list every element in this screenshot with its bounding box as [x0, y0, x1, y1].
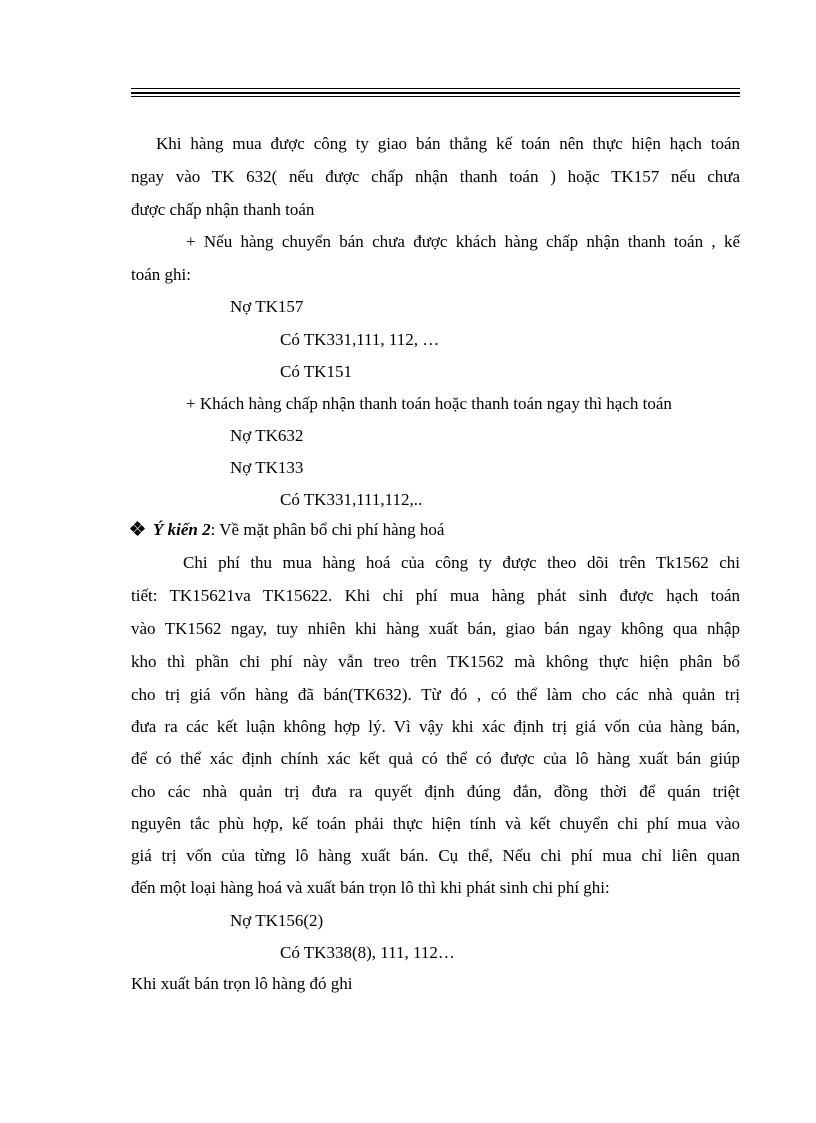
- text-line: + Nếu hàng chuyển bán chưa được khách hàng chấp nhận thanh toán , kế: [186, 232, 740, 251]
- opinion-label: Ý kiến 2: [153, 520, 211, 539]
- text-line: giá trị vốn của từng lô hàng xuất bán. Cụ thể, Nếu chi phí mua chỉ liên quan: [131, 846, 740, 865]
- text-line: vào TK1562 ngay, tuy nhiên khi hàng xuất bán, giao bán ngay không qua nhập: [131, 619, 740, 638]
- header-rule-line: [131, 96, 740, 97]
- text-line: nguyên tắc phù hợp, kế toán phải thực hiện tính và kết chuyển chi phí mua vào: [131, 814, 740, 833]
- text-line: cho trị giá vốn hàng đã bán(TK632). Từ đó , có thể làm cho các nhà quản trị: [131, 685, 740, 704]
- text-line: đến một loại hàng hoá và xuất bán trọn lô thì khi phát sinh chi phí ghi:: [131, 878, 610, 897]
- text-line: ngay vào TK 632( nếu được chấp nhận thanh toán ) hoặc TK157 nếu chưa: [131, 167, 740, 186]
- journal-entry: Nợ TK157: [230, 297, 304, 316]
- diamond-bullet-icon: [131, 522, 145, 536]
- text-line: + Khách hàng chấp nhận thanh toán hoặc thanh toán ngay thì hạch toán: [186, 394, 672, 413]
- text-line: kho thì phần chi phí này vẫn treo trên TK1562 mà không thực hiện phân bổ: [131, 652, 740, 671]
- journal-entry: Có TK331,111,112,..: [280, 490, 423, 509]
- text-line: Chi phí thu mua hàng hoá của công ty được theo dõi trên Tk1562 chi: [183, 553, 740, 572]
- opinion-heading: [131, 519, 444, 543]
- text-line: cho các nhà quản trị đưa ra quyết định đúng đắn, đồng thời để quán triệt: [131, 782, 740, 801]
- text-line: tiết: TK15621va TK15622. Khi chi phí mua hàng phát sinh được hạch toán: [131, 586, 740, 605]
- header-rule-line: [131, 92, 740, 94]
- journal-entry: Nợ TK156(2): [230, 911, 324, 930]
- opinion-title: : Về mặt phân bổ chi phí hàng hoá: [210, 520, 445, 539]
- journal-entry: Nợ TK133: [230, 458, 304, 477]
- text-line: Khi xuất bán trọn lô hàng đó ghi: [131, 974, 353, 993]
- header-rule-line: [131, 88, 740, 89]
- text-line: toán ghi:: [131, 265, 191, 284]
- text-line: đưa ra các kết luận không hợp lý. Vì vậy khi xác định trị giá vốn của hàng bán,: [131, 717, 740, 736]
- text-line: Khi hàng mua được công ty giao bán thẳng kế toán nên thực hiện hạch toán: [156, 134, 740, 153]
- text-line: để có thể xác định chính xác kết quả có thể có được của lô hàng xuất bán giúp: [131, 749, 740, 768]
- journal-entry: Có TK151: [280, 362, 352, 381]
- journal-entry: Có TK331,111, 112, …: [280, 330, 440, 349]
- journal-entry: Nợ TK632: [230, 426, 304, 445]
- text-line: được chấp nhận thanh toán: [131, 200, 315, 219]
- journal-entry: Có TK338(8), 111, 112…: [280, 943, 455, 962]
